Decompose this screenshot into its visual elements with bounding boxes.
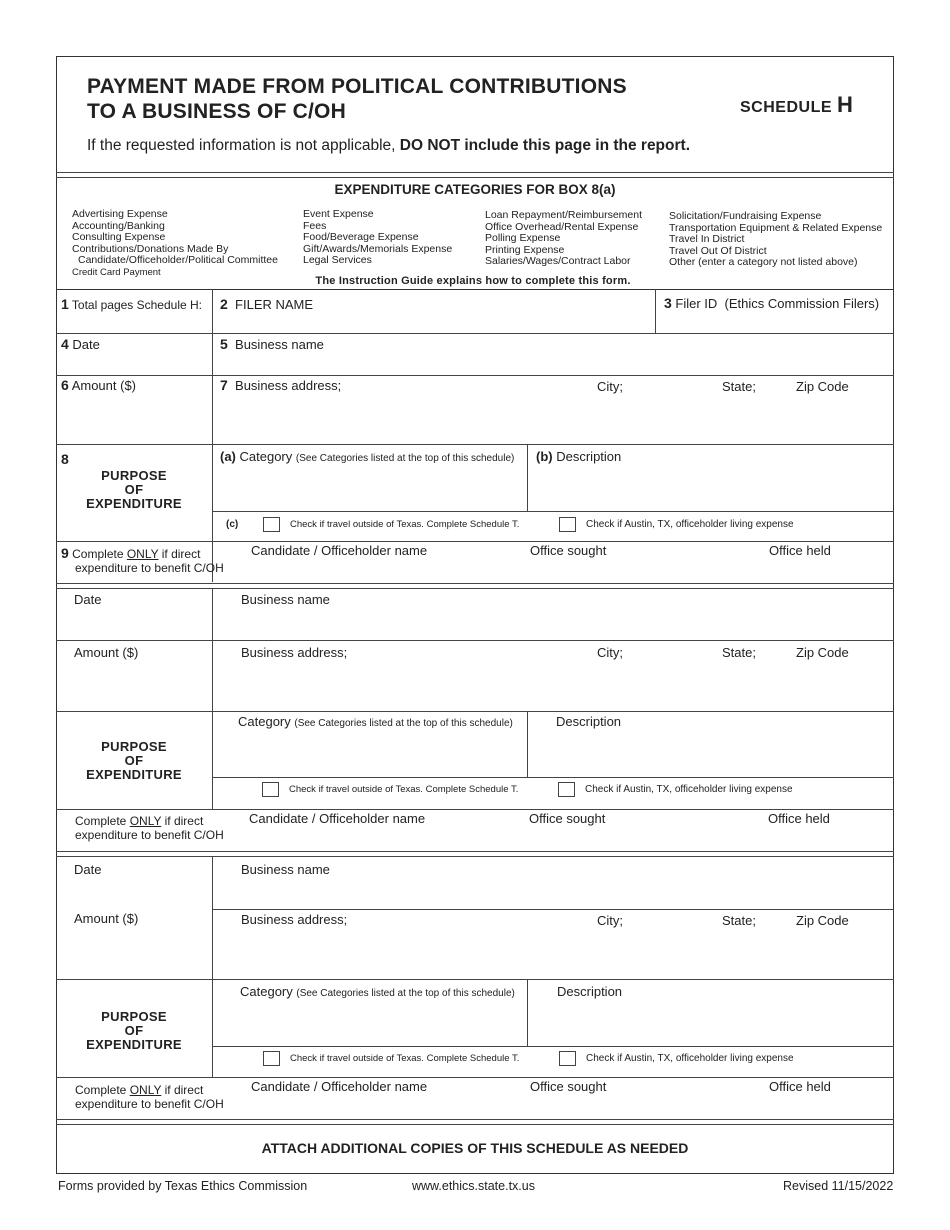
business-name-field[interactable]: 5 Business name	[220, 336, 324, 352]
office-sought-field[interactable]: Office sought	[530, 543, 607, 558]
business-name-field[interactable]: Business name	[241, 592, 330, 607]
column-divider	[527, 979, 528, 1046]
business-name-field[interactable]: Business name	[241, 862, 330, 877]
city-field[interactable]: City;	[597, 913, 623, 928]
travel-check-label: Check if travel outside of Texas. Complete Schedule T.	[290, 1053, 520, 1064]
divider	[56, 289, 894, 290]
form-title: PAYMENT MADE FROM POLITICAL CONTRIBUTIONS TO A BUSINESS OF C/OH	[87, 75, 627, 123]
divider	[212, 777, 894, 778]
notice-text: If the requested information is not applicable, DO NOT include this page in the report.	[87, 137, 690, 154]
office-held-field[interactable]: Office held	[769, 543, 831, 558]
divider	[56, 588, 894, 589]
categories-col3: Loan Repayment/Reimbursement Office Overhead/Rental Expense Polling Expense Printing Expense Salaries/Wages/Contract Labor	[485, 209, 642, 267]
divider	[212, 1046, 894, 1047]
date-field[interactable]: 4 Date	[61, 336, 100, 352]
amount-field[interactable]: Amount ($)	[74, 911, 139, 926]
business-address-field[interactable]: 7 Business address;	[220, 377, 342, 393]
column-divider	[527, 711, 528, 777]
austin-check-label: Check if Austin, TX, officeholder living expense	[585, 784, 793, 795]
zip-code-field[interactable]: Zip Code	[796, 645, 849, 660]
purpose-number: 8	[61, 451, 69, 467]
description-field[interactable]: Description	[557, 984, 623, 999]
filer-name-field[interactable]: 2 FILER NAME	[220, 296, 314, 312]
business-address-field[interactable]: Business address;	[241, 912, 348, 927]
austin-checkbox[interactable]	[559, 517, 576, 532]
divider	[56, 711, 894, 712]
column-divider	[527, 444, 528, 511]
category-field[interactable]: (a) Category (See Categories listed at the top of this schedule)	[220, 449, 515, 464]
divider	[56, 1119, 894, 1120]
divider	[56, 177, 894, 178]
office-held-field[interactable]: Office held	[769, 1079, 831, 1094]
column-divider	[212, 588, 213, 809]
divider	[56, 1077, 894, 1078]
attach-copies-note: ATTACH ADDITIONAL COPIES OF THIS SCHEDULE AS NEEDED	[261, 1140, 689, 1156]
filer-id-field[interactable]: 3 Filer ID (Ethics Commission Filers)	[664, 295, 880, 311]
amount-field[interactable]: 6 Amount ($)	[61, 377, 137, 393]
candidate-name-field[interactable]: Candidate / Officeholder name	[251, 1079, 428, 1094]
categories-title: EXPENDITURE CATEGORIES FOR BOX 8(a)	[334, 182, 616, 197]
divider	[56, 333, 894, 334]
travel-check-label: Check if travel outside of Texas. Complete Schedule T.	[290, 519, 520, 530]
column-divider	[655, 289, 656, 333]
state-field[interactable]: State;	[722, 379, 756, 394]
divider	[56, 851, 894, 852]
complete-only-note: 9 Complete ONLY if direct expenditure to benefit C/OH	[61, 545, 224, 575]
travel-checkbox[interactable]	[262, 782, 279, 797]
divider	[56, 640, 894, 641]
divider	[212, 909, 894, 910]
date-field[interactable]: Date	[74, 592, 102, 607]
complete-only-note: Complete ONLY if direct expenditure to benefit C/OH	[75, 1083, 224, 1111]
candidate-name-field[interactable]: Candidate / Officeholder name	[251, 543, 428, 558]
purpose-of-expenditure-label: PURPOSE OF EXPENDITURE	[86, 468, 182, 511]
austin-check-label: Check if Austin, TX, officeholder living expense	[586, 519, 794, 530]
c-label: (c)	[226, 519, 239, 530]
divider	[56, 809, 894, 810]
amount-field[interactable]: Amount ($)	[74, 645, 139, 660]
divider	[56, 375, 894, 376]
divider	[56, 1124, 894, 1125]
complete-only-note: Complete ONLY if direct expenditure to benefit C/OH	[75, 814, 224, 842]
divider	[56, 856, 894, 857]
purpose-of-expenditure-label: PURPOSE OF EXPENDITURE	[86, 739, 182, 782]
total-pages-field[interactable]: 1 Total pages Schedule H:	[61, 296, 203, 312]
zip-code-field[interactable]: Zip Code	[796, 379, 849, 394]
purpose-of-expenditure-label: PURPOSE OF EXPENDITURE	[86, 1009, 182, 1052]
divider	[56, 172, 894, 173]
austin-checkbox[interactable]	[558, 782, 575, 797]
date-field[interactable]: Date	[74, 862, 102, 877]
office-sought-field[interactable]: Office sought	[530, 1079, 607, 1094]
city-field[interactable]: City;	[597, 645, 623, 660]
footer-website-link[interactable]: www.ethics.state.tx.us	[412, 1179, 535, 1193]
category-field[interactable]: Category (See Categories listed at the top of this schedule)	[240, 984, 515, 999]
divider	[212, 511, 894, 512]
state-field[interactable]: State;	[722, 913, 756, 928]
categories-col1: Advertising Expense Accounting/Banking Consulting Expense Contributions/Donations Made By Candidate/Officeholder/Political Committee Credit Card Payment	[72, 208, 278, 278]
description-field[interactable]: (b) Description	[536, 449, 622, 464]
travel-check-label: Check if travel outside of Texas. Complete Schedule T.	[289, 784, 519, 795]
column-divider	[212, 856, 213, 1077]
categories-col4: Solicitation/Fundraising Expense Transportation Equipment & Related Expense Travel In District Travel Out Of District Other (enter a category not listed above)	[669, 210, 883, 268]
category-field[interactable]: Category (See Categories listed at the top of this schedule)	[238, 714, 513, 729]
business-address-field[interactable]: Business address;	[241, 645, 348, 660]
zip-code-field[interactable]: Zip Code	[796, 913, 849, 928]
travel-checkbox[interactable]	[263, 1051, 280, 1066]
categories-col2: Event Expense Fees Food/Beverage Expense Gift/Awards/Memorials Expense Legal Services	[303, 208, 453, 266]
austin-checkbox[interactable]	[559, 1051, 576, 1066]
austin-check-label: Check if Austin, TX, officeholder living expense	[586, 1053, 794, 1064]
state-field[interactable]: State;	[722, 645, 756, 660]
schedule-label: SCHEDULE H	[740, 92, 854, 117]
travel-checkbox[interactable]	[263, 517, 280, 532]
footer-revised-date: Revised 11/15/2022	[783, 1179, 894, 1193]
office-sought-field[interactable]: Office sought	[529, 811, 606, 826]
divider	[56, 979, 894, 980]
divider	[56, 444, 894, 445]
office-held-field[interactable]: Office held	[768, 811, 830, 826]
divider	[56, 583, 894, 584]
instruction-guide-note: The Instruction Guide explains how to complete this form.	[315, 275, 631, 287]
footer-provided-by: Forms provided by Texas Ethics Commission	[58, 1179, 308, 1193]
divider	[56, 541, 894, 542]
description-field[interactable]: Description	[556, 714, 622, 729]
candidate-name-field[interactable]: Candidate / Officeholder name	[249, 811, 426, 826]
city-field[interactable]: City;	[597, 379, 623, 394]
